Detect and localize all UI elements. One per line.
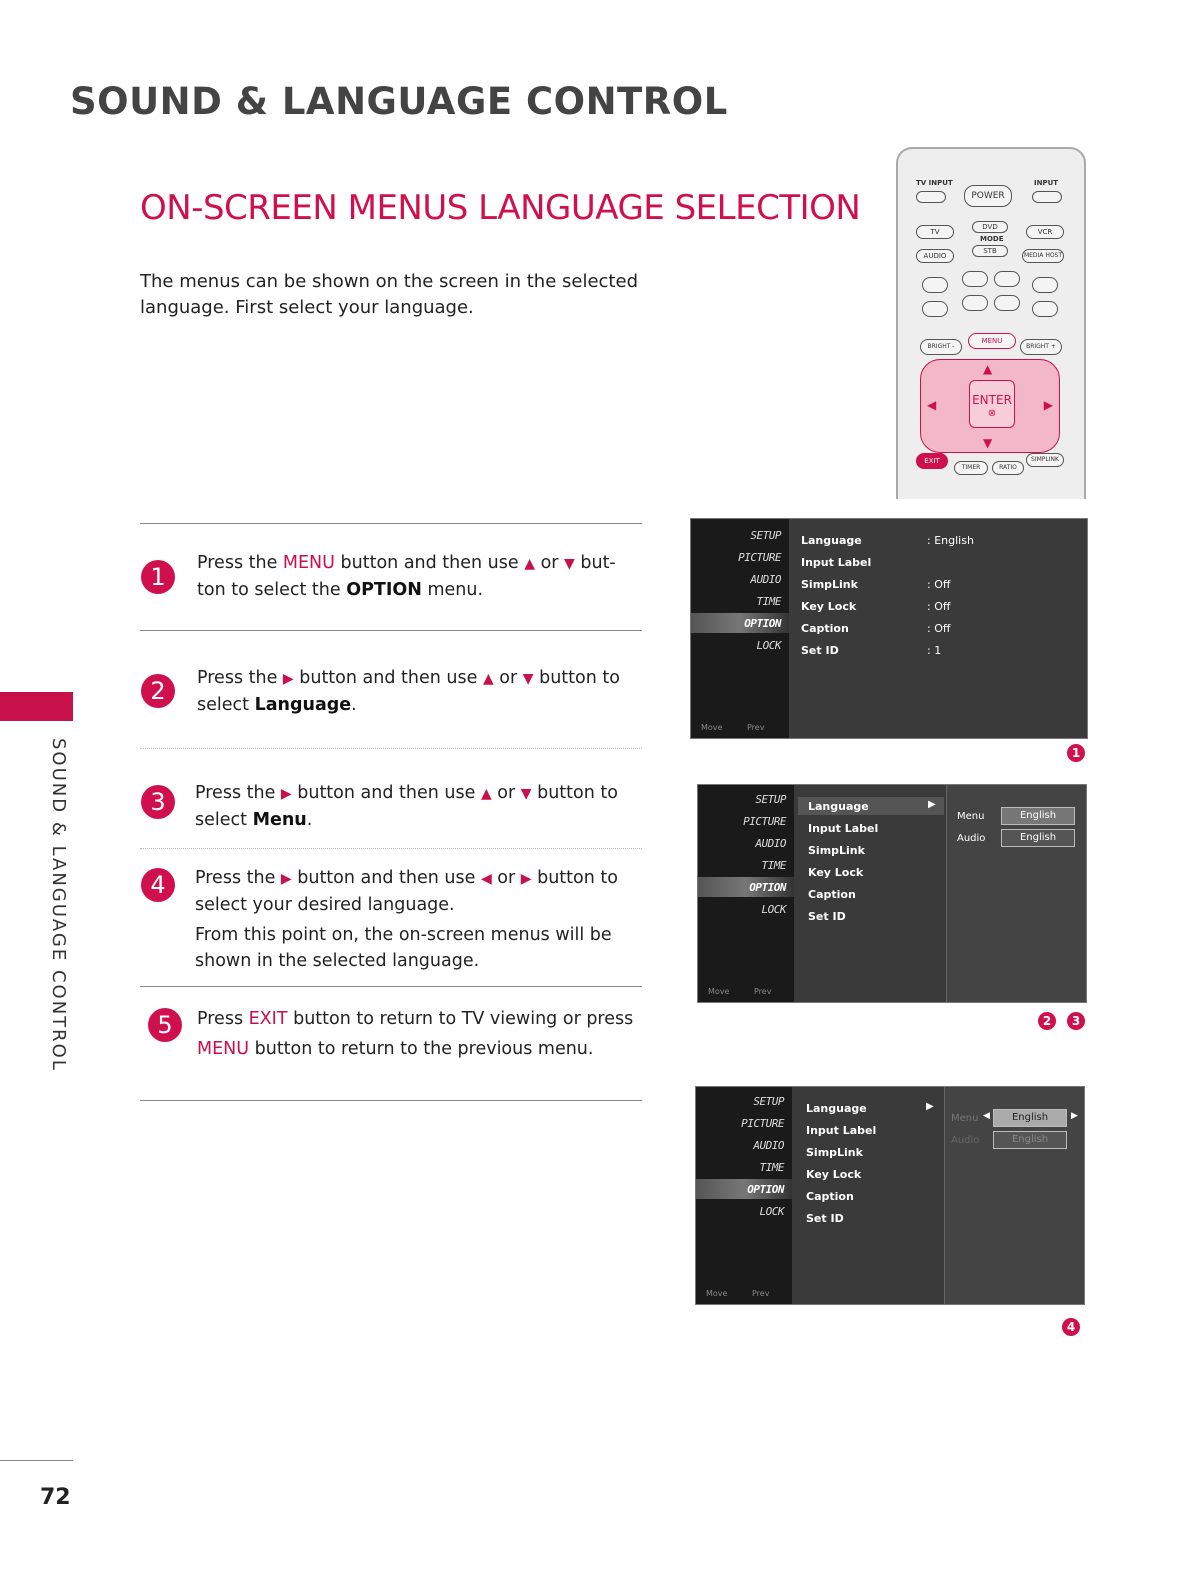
audio-language-value: English: [1001, 829, 1075, 847]
osd-item: Key Lock: [801, 600, 857, 613]
osd-footer-prev: Prev: [752, 1289, 770, 1298]
osd-footer-prev: Prev: [754, 987, 772, 996]
osd-category: TIME: [759, 1161, 784, 1174]
menu-button: MENU: [968, 333, 1016, 349]
down-triangle-icon: ▼: [522, 671, 534, 687]
osd-item: Set ID: [801, 644, 839, 657]
divider: [140, 986, 642, 987]
osd-category: AUDIO: [755, 837, 786, 850]
section-title: ON-SCREEN MENUS LANGUAGE SELECTION: [140, 188, 861, 228]
osd-category: OPTION: [747, 1183, 784, 1196]
osd-item: Language: [806, 1102, 867, 1115]
pause-button: [994, 271, 1020, 287]
osd-category: SETUP: [755, 793, 786, 806]
step-number: 3: [141, 785, 175, 819]
page-title: SOUND & LANGUAGE CONTROL: [70, 80, 728, 123]
step-1-text: Press the MENU button and then use ▲ or ▼ but-ton to select the OPTION menu.: [197, 553, 616, 600]
osd-category: AUDIO: [750, 573, 781, 586]
osd-category: SETUP: [753, 1095, 784, 1108]
osd-item: Set ID: [806, 1212, 844, 1225]
submenu-arrow-icon: ▶: [926, 1101, 934, 1112]
simplink-button: SIMPLINK: [1026, 453, 1064, 467]
enter-dot-icon: ⊗: [987, 408, 997, 419]
skip-forward-button: [1032, 301, 1058, 317]
step-2-text: Press the ▶ button and then use ▲ or ▼ button to select Language.: [197, 668, 620, 715]
down-arrow-icon: ▼: [983, 436, 993, 450]
divider: [140, 630, 642, 631]
osd-category: OPTION: [744, 617, 781, 630]
submenu-label: Audio: [957, 833, 986, 844]
audio-mode-button: AUDIO: [916, 249, 954, 263]
osd-item: Input Label: [806, 1124, 877, 1137]
step-4-note: From this point on, the on-screen menus will be shown in the selected language.: [195, 925, 612, 971]
left-triangle-icon: ◀: [480, 871, 492, 887]
screen-marker: 3: [1067, 1012, 1085, 1030]
step-number: 1: [141, 560, 175, 594]
audio-language-value: English: [993, 1131, 1067, 1149]
remote-control-illustration: [896, 147, 1086, 499]
osd-item: SimpLink: [801, 578, 858, 591]
step-5-text: Press EXIT button to return to TV viewing or press MENU button to return to the previous menu.: [197, 1009, 634, 1059]
media-host-button: MEDIA HOST: [1022, 249, 1064, 263]
right-triangle-icon: ▶: [282, 671, 294, 687]
submenu-arrow-icon: ▶: [928, 799, 936, 810]
osd-footer-move: Move: [701, 723, 723, 732]
osd-item: Set ID: [808, 910, 846, 923]
record-button: [1032, 277, 1058, 293]
osd-category: PICTURE: [738, 551, 781, 564]
timer-button: TIMER: [954, 461, 988, 475]
fast-forward-button: [994, 295, 1020, 311]
osd-value: : Off: [927, 622, 951, 635]
osd-value: : Off: [927, 600, 951, 613]
osd-menu-screen-1: [690, 518, 1088, 739]
step-4-text: Press the ▶ button and then use ◀ or ▶ button to select your desired language. From this point on, the on-screen menus will be shown in the selected language.: [195, 865, 635, 974]
right-triangle-icon: ▶: [280, 786, 292, 802]
osd-item: SimpLink: [808, 844, 865, 857]
osd-category: AUDIO: [753, 1139, 784, 1152]
divider: [140, 1100, 642, 1101]
osd-item: Key Lock: [808, 866, 864, 879]
intro-text: The menus can be shown on the screen in the selected language. First select your language.: [140, 271, 638, 318]
up-triangle-icon: ▲: [480, 786, 492, 802]
ratio-button: RATIO: [992, 461, 1024, 475]
left-arrow-icon: ◀: [927, 398, 937, 412]
osd-menu-screen-2: [697, 784, 1087, 1003]
osd-item: SimpLink: [806, 1146, 863, 1159]
down-triangle-icon: ▼: [564, 556, 575, 572]
right-triangle-icon: ▶: [520, 871, 532, 887]
osd-item: Caption: [808, 888, 856, 901]
stb-mode-button: STB: [972, 245, 1008, 257]
osd-item: Caption: [801, 622, 849, 635]
osd-value: : 1: [927, 644, 942, 657]
exit-button: EXIT: [916, 453, 948, 469]
osd-footer-prev: Prev: [747, 723, 765, 732]
input-button: [1032, 191, 1062, 203]
osd-category: PICTURE: [741, 1117, 784, 1130]
section-tab: [0, 692, 73, 721]
down-triangle-icon: ▼: [520, 786, 532, 802]
power-button: POWER: [964, 185, 1012, 207]
right-triangle-icon: ▶: [280, 871, 292, 887]
dvd-mode-button: DVD: [972, 221, 1008, 233]
rewind-button: [962, 295, 988, 311]
osd-footer-move: Move: [706, 1289, 728, 1298]
menu-language-value: English: [1001, 807, 1075, 825]
skip-back-button: [922, 301, 948, 317]
up-triangle-icon: ▲: [524, 556, 535, 572]
screen-marker: 4: [1062, 1318, 1080, 1336]
submenu-label: Menu: [951, 1113, 979, 1124]
bright-plus-button: BRIGHT +: [1020, 339, 1062, 355]
submenu-label: Audio: [951, 1135, 980, 1146]
divider: [140, 523, 642, 524]
enter-button: [969, 380, 1015, 428]
vcr-mode-button: VCR: [1026, 225, 1064, 239]
osd-submenu: [944, 1087, 1085, 1304]
osd-value: : Off: [927, 578, 951, 591]
osd-item: Input Label: [801, 556, 872, 569]
submenu-label: Menu: [957, 811, 985, 822]
stop-button: [922, 277, 948, 293]
right-arrow-icon: ▶: [1071, 1111, 1078, 1121]
bright-minus-button: BRIGHT -: [920, 339, 962, 355]
osd-category: LOCK: [756, 639, 781, 652]
step-number: 2: [141, 674, 175, 708]
osd-submenu: [946, 785, 1087, 1002]
osd-item: Caption: [806, 1190, 854, 1203]
left-arrow-icon: ◀: [983, 1111, 990, 1121]
osd-item: Input Label: [808, 822, 879, 835]
tv-input-button: [916, 191, 946, 203]
osd-category: PICTURE: [743, 815, 786, 828]
osd-value: : English: [927, 534, 974, 547]
side-section-label: SOUND & LANGUAGE CONTROL: [48, 738, 69, 1072]
mode-label: MODE: [980, 235, 1004, 243]
enter-label: ENTER: [972, 393, 1012, 407]
play-button: [962, 271, 988, 287]
osd-category: TIME: [761, 859, 786, 872]
page-number: 72: [40, 1485, 71, 1510]
osd-menu-screen-3: [695, 1086, 1085, 1305]
osd-category: LOCK: [761, 903, 786, 916]
dotted-divider: [140, 848, 642, 849]
step-3-text: Press the ▶ button and then use ▲ or ▼ button to select Menu.: [195, 783, 618, 830]
up-triangle-icon: ▲: [482, 671, 494, 687]
screen-marker: 2: [1038, 1012, 1056, 1030]
page-number-rule: [0, 1460, 73, 1461]
screen-marker: 1: [1067, 744, 1085, 762]
right-arrow-icon: ▶: [1043, 398, 1053, 412]
dotted-divider: [140, 748, 642, 749]
up-arrow-icon: ▲: [983, 362, 993, 376]
menu-language-value: English: [993, 1109, 1067, 1127]
tv-input-label: TV INPUT: [916, 179, 953, 187]
osd-category: LOCK: [759, 1205, 784, 1218]
input-label: INPUT: [1034, 179, 1059, 187]
step-number: 4: [141, 868, 175, 902]
step-number: 5: [148, 1008, 182, 1042]
osd-item: Language: [808, 800, 869, 813]
osd-category: SETUP: [750, 529, 781, 542]
osd-item: Key Lock: [806, 1168, 862, 1181]
navigation-pad: [920, 359, 1060, 453]
osd-item: Language: [801, 534, 862, 547]
osd-footer-move: Move: [708, 987, 730, 996]
osd-category: TIME: [756, 595, 781, 608]
tv-mode-button: TV: [916, 225, 954, 239]
osd-category: OPTION: [749, 881, 786, 894]
